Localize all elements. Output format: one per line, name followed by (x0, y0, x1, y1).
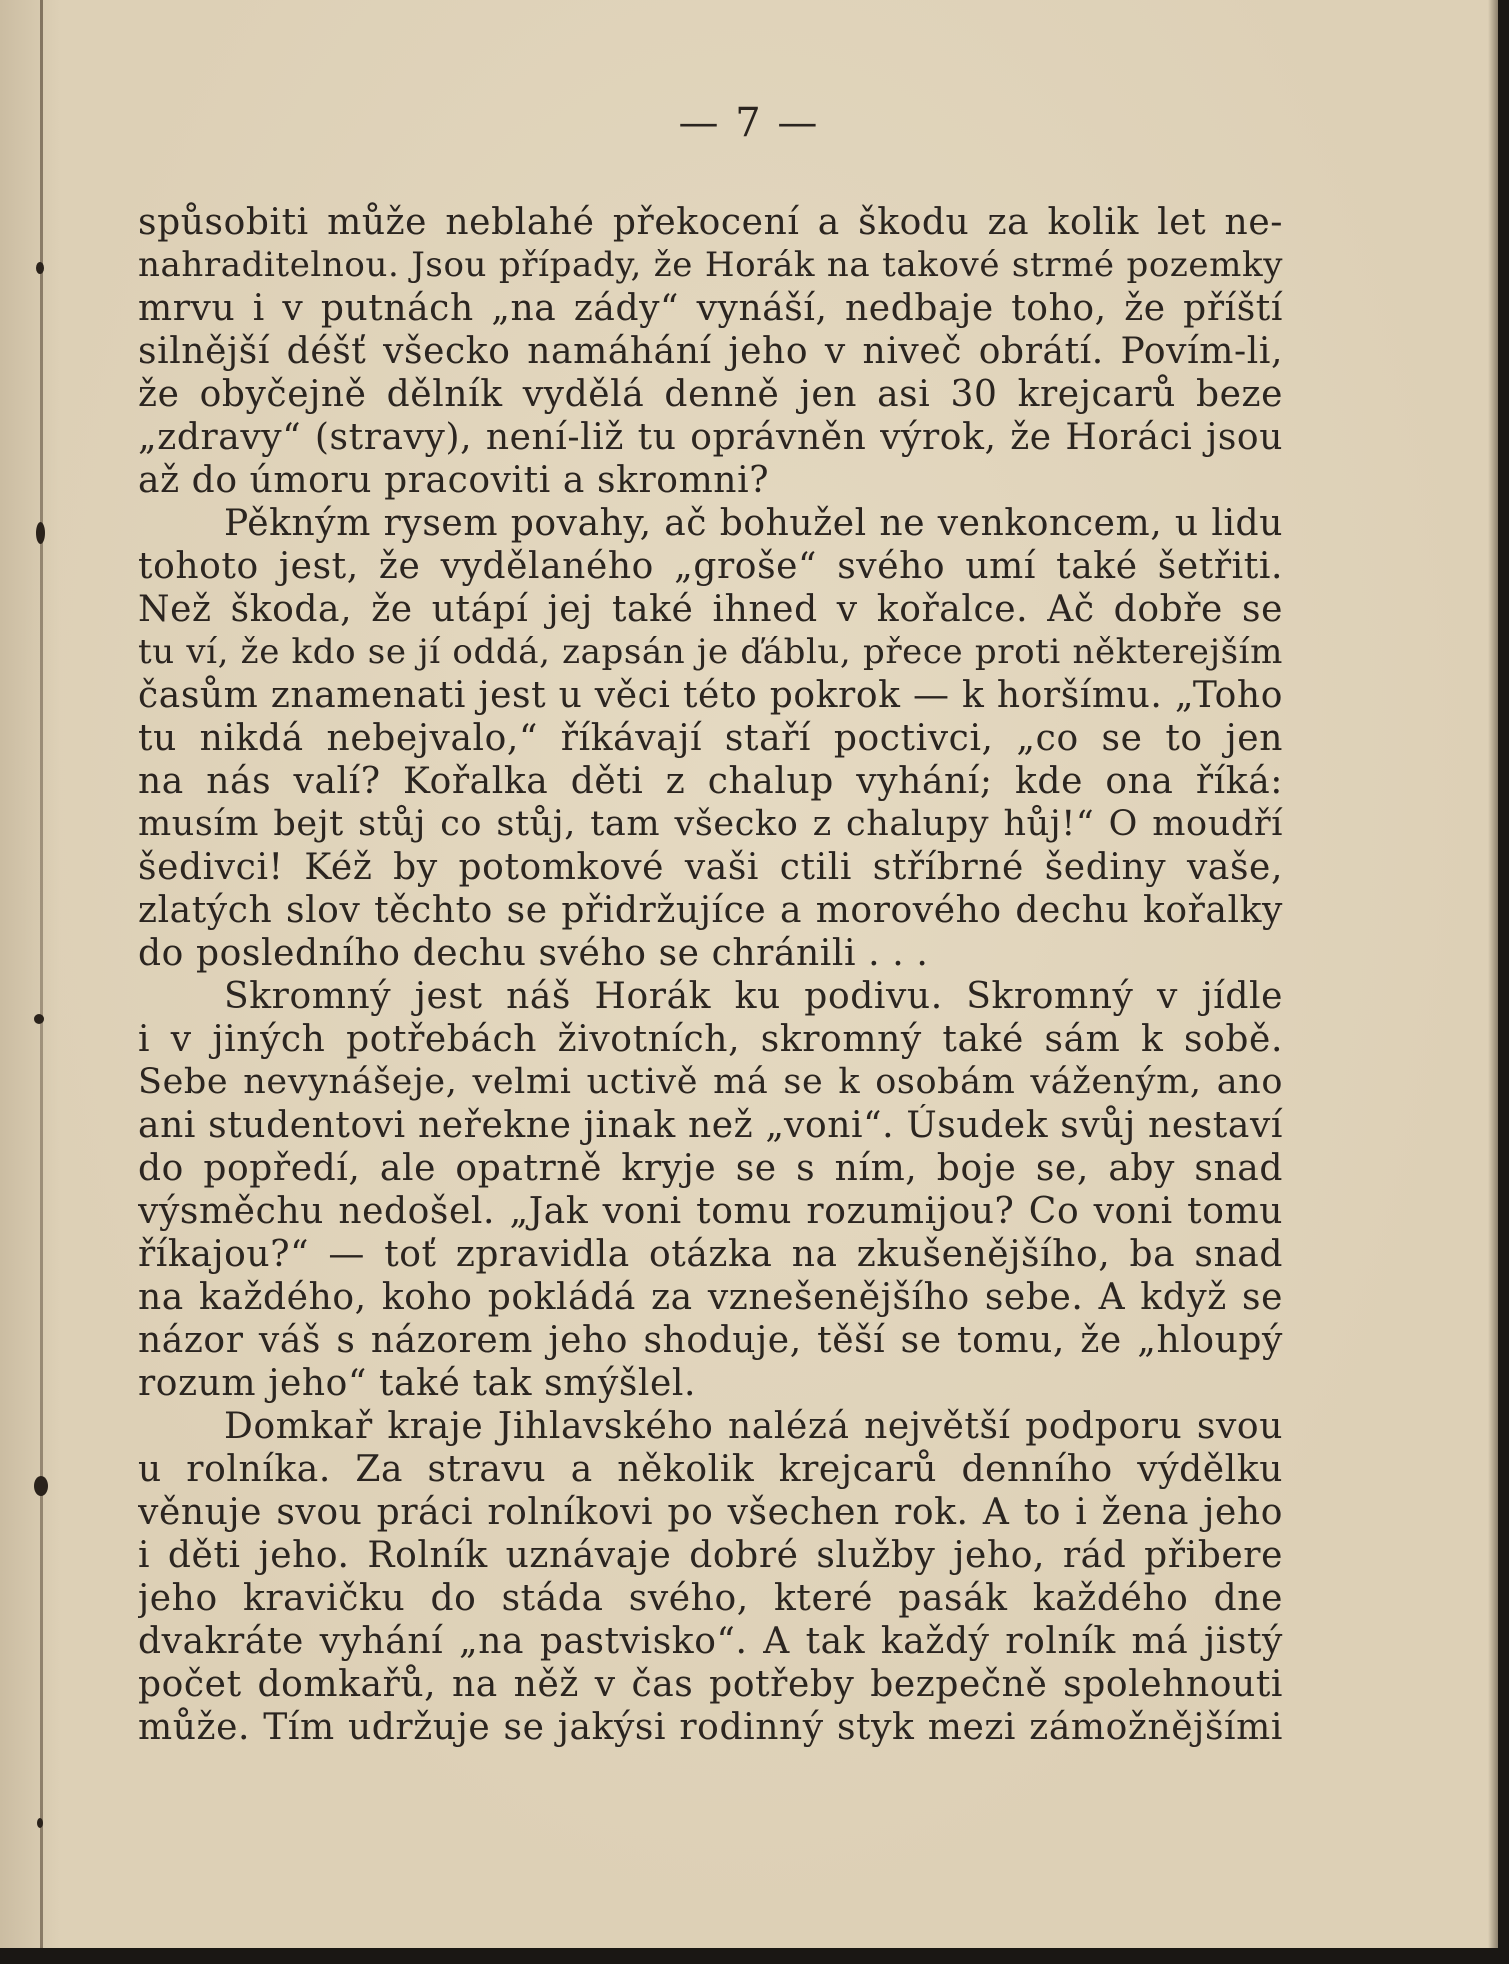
text-line: rozum jeho“ také tak smýšlel. (138, 1363, 697, 1404)
text-line: Sebe nevynášeje, velmi uctivě má se k osobám váženým, ano (138, 1062, 1283, 1102)
page-edge-shadow (1488, 0, 1498, 1948)
text-line: i v jiných potřebách životních, skromný také sám k sobě. (138, 1019, 1283, 1060)
text-line: Pěkným rysem povahy, ač bohužel ne venkoncem, u lidu (224, 503, 1283, 544)
paragraph (138, 201, 1283, 502)
paragraph (138, 975, 1283, 1405)
text-line: jeho kravičku do stáda svého, které pasák každého dne (138, 1578, 1283, 1619)
text-line: výsměchu nedošel. „Jak voni tomu rozumijou? Co voni tomu (138, 1191, 1283, 1232)
text-line: že obyčejně dělník vydělá denně jen asi 30 krejcarů beze (138, 374, 1283, 415)
ink-blot (36, 262, 44, 274)
body-text (138, 201, 1283, 1749)
text-line: mrvu i v putnách „na zády“ vynáší, nedbaje toho, že příští (138, 288, 1283, 329)
text-line: ani studentovi neřekne jinak než „voni“. Úsudek svůj nestaví (138, 1105, 1283, 1146)
text-line: „zdravy“ (stravy), není-liž tu oprávněn výrok, že Horáci jsou (138, 417, 1283, 458)
text-line: tohoto jest, že vydělaného „groše“ svého umí také šetřiti. (138, 546, 1283, 587)
text-line: zlatých slov těchto se přidržujíce a morového dechu kořalky (138, 890, 1283, 931)
text-line: nahraditelnou. Jsou případy, že Horák na takové strmé pozemky (138, 245, 1283, 285)
paragraph (138, 1405, 1283, 1749)
text-line: na každého, koho pokládá za vznešenějšího sebe. A když se (138, 1277, 1283, 1318)
text-line: Domkař kraje Jihlavského nalézá největší podporu svou (224, 1406, 1283, 1447)
text-line: Skromný jest náš Horák ku podivu. Skromný v jídle (224, 976, 1283, 1017)
text-line: věnuje svou práci rolníkovi po všechen rok. A to i žena jeho (138, 1492, 1283, 1533)
binding-gutter (40, 0, 43, 1948)
ink-blot (36, 522, 45, 544)
text-line: u rolníka. Za stravu a několik krejcarů denního výdělku (138, 1449, 1283, 1490)
text-line: říkajou?“ — toť zpravidla otázka na zkušenějšího, ba snad (138, 1234, 1283, 1275)
text-line: může. Tím udržuje se jakýsi rodinný styk mezi zámožnějšími (138, 1707, 1283, 1748)
ink-blot (34, 1476, 48, 1496)
text-line: časům znamenati jest u věci této pokrok — k horšímu. „Toho (138, 675, 1283, 716)
text-line: názor váš s názorem jeho shoduje, těší se tomu, že „hloupý (138, 1320, 1283, 1361)
text-line: na nás valí? Kořalka děti z chalup vyhání; kde ona říká: (138, 761, 1283, 802)
text-line: do posledního dechu svého se chránili . . . (138, 933, 929, 974)
text-line: dvakráte vyhání „na pastvisko“. A tak každý rolník má jistý (138, 1621, 1283, 1662)
text-line: počet domkařů, na něž v čas potřeby bezpečně spolehnouti (138, 1664, 1283, 1705)
text-line: do popředí, ale opatrně kryje se s ním, boje se, aby snad (138, 1148, 1283, 1189)
text-line: Než škoda, že utápí jej také ihned v kořalce. Ač dobře se (138, 589, 1283, 630)
page-number: — 7 — (678, 100, 820, 146)
text-line: tu nikdá nebejvalo,“ říkávají staří poctivci, „co se to jen (138, 718, 1283, 759)
text-line: i děti jeho. Rolník uznávaje dobré služby jeho, rád přibere (138, 1535, 1283, 1576)
text-line: až do úmoru pracoviti a skromni? (138, 460, 770, 501)
ink-blot (37, 1818, 43, 1828)
text-line: silnější déšť všecko namáhání jeho v niveč obrátí. Povím-li, (138, 331, 1283, 372)
text-line: tu ví, že kdo se jí oddá, zapsán je ďáblu, přece proti některejším (138, 632, 1283, 672)
text-line: spůsobiti může neblahé překocení a škodu za kolik let ne- (138, 202, 1283, 243)
text-line: musím bejt stůj co stůj, tam všecko z chalupy hůj!“ O moudří (138, 804, 1283, 844)
ink-blot (34, 1014, 44, 1024)
paragraph (138, 502, 1283, 975)
text-line: šedivci! Kéž by potomkové vaši ctili stříbrné šediny vaše, (138, 847, 1283, 888)
